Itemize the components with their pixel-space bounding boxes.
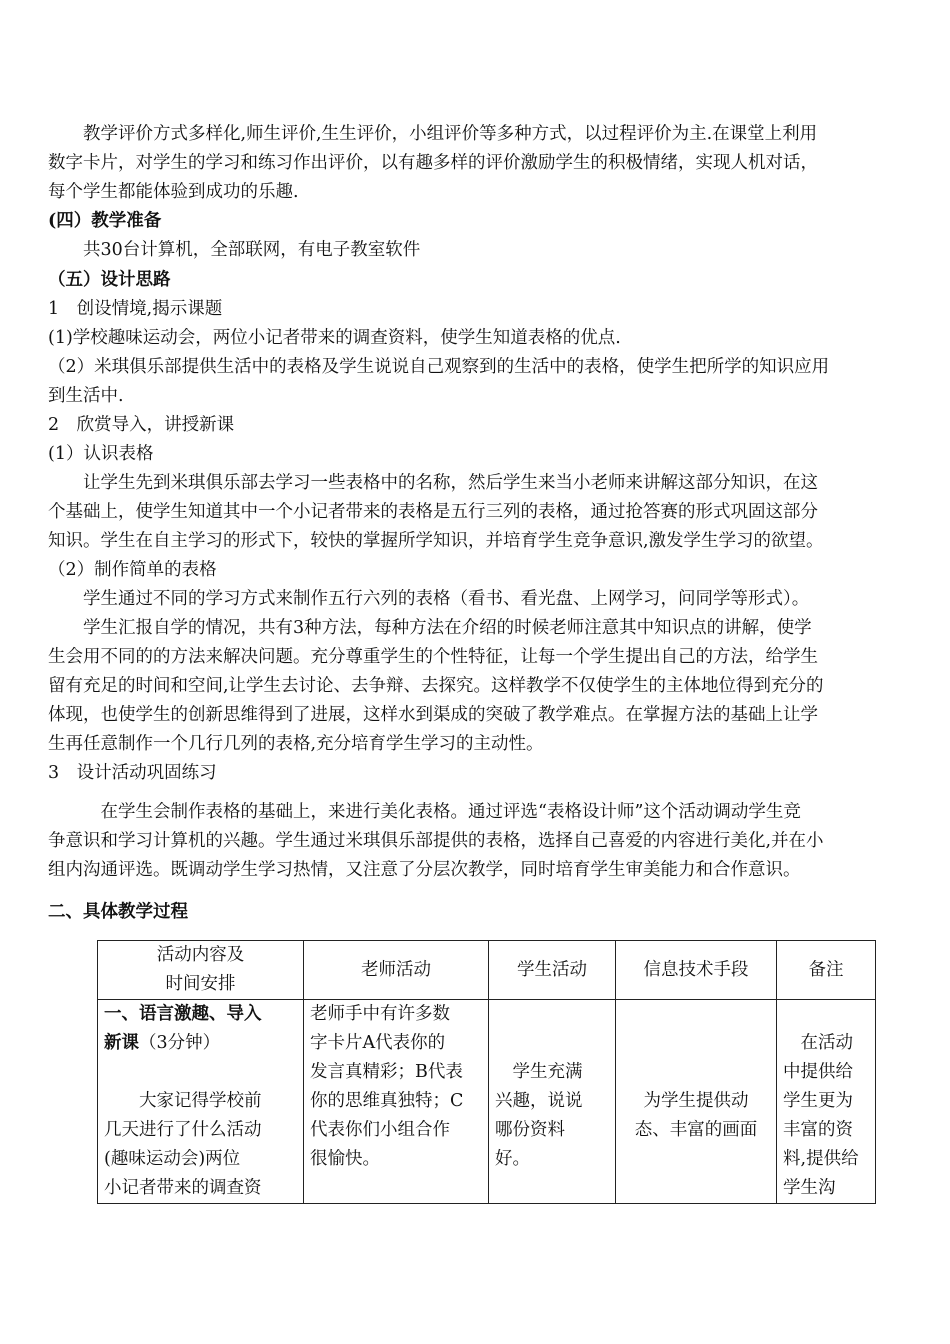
header-activity-line1: 活动内容及 [156,945,245,965]
paragraph-line: 组内沟通评选。既调动学生学习热情，又注意了分层次教学，同时培育学生审美能力和合作意识。 [48,860,801,880]
teacher-text-line: 发言真精彩；B代表 [310,1062,463,1082]
paragraph-line: 2 欣赏导入，讲授新课 [48,415,235,435]
cell-it-means [616,1000,777,1204]
paragraph-line: (1）认识表格 [48,444,154,464]
notes-text-line: 学生沟 [783,1178,836,1198]
paragraph-line: 生会用不同的的方法来解决问题。充分尊重学生的个性特征，让每一个学生提出自己的方法，给学生 [48,647,818,667]
header-student-activity: 学生活动 [489,941,616,1000]
paragraph-line: 每个学生都能体验到成功的乐趣. [48,182,299,202]
teacher-text-line: 很愉快。 [310,1149,380,1169]
paragraph-line: 体现，也使学生的创新思维得到了进展，这样水到渠成的突破了教学难点。在掌握方法的基础上让学 [48,705,818,725]
paragraph-line: 知识。学生在自主学习的形式下，较快的掌握所学知识，并培育学生竞争意识,激发学生学习的欲望。 [48,531,824,551]
header-activity-line2: 时间安排 [165,974,236,994]
spacer-line [495,1000,609,1029]
paragraph-line: （2）米琪俱乐部提供生活中的表格及学生说说自己观察到的生活中的表格，使学生把所学的知识应用 [48,357,830,377]
teacher-text-line: 字卡片A代表你的 [310,1033,446,1053]
teacher-text-line: 你的思维真独特；C [310,1091,464,1111]
cell-student-activity [489,1000,616,1204]
teacher-text-line: 老师手中有许多数 [310,1004,450,1024]
table-row [98,1000,876,1204]
student-text-line: 学生充满 [495,1062,583,1082]
spacer-line [622,1058,770,1087]
cell-activity-content [98,1000,304,1204]
paragraph-line: 争意识和学习计算机的兴趣。学生通过米琪俱乐部提供的表格，选择自己喜爱的内容进行美化,并在小 [48,831,824,851]
table-header-row [98,941,876,1000]
paragraph-line: 1 创设情境,揭示课题 [48,299,223,319]
activity-duration: （3分钟） [139,1033,221,1053]
student-text-line: 兴趣，说说 [495,1091,583,1111]
paragraph-line: （2）制作简单的表格 [48,560,217,580]
notes-text-line: 料,提供给 [783,1149,859,1169]
cell-teacher-activity [304,1000,489,1204]
student-text-line: 好。 [495,1149,530,1169]
paragraph-line: 学生通过不同的学习方式来制作五行六列的表格（看书、看光盘、上网学习，问同学等形式）。 [48,589,810,609]
activity-text-line: (趣味运动会)两位 [104,1149,241,1169]
header-it-means: 信息技术手段 [616,941,777,1000]
it-text-line: 态、丰富的画面 [634,1120,758,1140]
spacer-line [622,1000,770,1029]
activity-text-line: 大家记得学校前 [104,1091,262,1111]
activity-title-bold: 新课 [104,1033,139,1053]
section-heading: 二、具体教学过程 [48,902,188,922]
paragraph-line: 到生活中. [48,386,124,406]
spacer-line [104,1058,297,1087]
paragraph-line: 教学评价方式多样化,师生评价,生生评价，小组评价等多种方式，以过程评价为主.在课堂上利用 [48,124,818,144]
paragraph-line: 数字卡片，对学生的学习和练习作出评价，以有趣多样的评价激励学生的积极情绪，实现人机对话， [48,153,818,173]
header-notes: 备注 [777,941,876,1000]
paragraph-line: 留有充足的时间和空间,让学生去讨论、去争辩、去探究。这样教学不仅使学生的主体地位得到充分的 [48,676,824,696]
paragraph-line: (1)学校趣味运动会，两位小记者带来的调查资料，使学生知道表格的优点. [48,328,621,348]
section-heading: （五）设计思路 [48,270,171,290]
spacer-line [783,1000,869,1029]
notes-text-line: 学生更为 [783,1091,853,1111]
paragraph-line: 3 设计活动巩固练习 [48,763,217,783]
paragraph-line: 学生汇报自学的情况，共有3种方法，每种方法在介绍的时候老师注意其中知识点的讲解，使学 [48,618,812,638]
cell-notes [777,1000,876,1204]
header-activity-time [98,941,304,1000]
activity-title-line2 [104,1029,297,1058]
paragraph-line: 生再任意制作一个几行几列的表格,充分培育学生学习的主动性。 [48,734,544,754]
header-teacher-activity: 老师活动 [304,941,489,1000]
notes-text-line: 中提供给 [783,1062,853,1082]
activity-text-line: 小记者带来的调查资 [104,1178,262,1198]
paragraph-line: 个基础上，使学生知道其中一个小记者带来的表格是五行三列的表格，通过抢答赛的形式巩固这部分 [48,502,818,522]
notes-text-line: 丰富的资 [783,1120,853,1140]
it-text-line: 为学生提供动 [643,1091,749,1111]
activity-title: 一、语言激趣、导入 [104,1004,262,1024]
paragraph-line: 让学生先到米琪俱乐部去学习一些表格中的名称，然后学生来当小老师来讲解这部分知识，在这 [48,473,818,493]
section-heading: (四）教学准备 [48,211,162,231]
teaching-process-table [97,940,876,1204]
notes-text-line: 在活动 [783,1033,853,1053]
paragraph-line: 共30台计算机，全部联网，有电子教室软件 [48,240,421,260]
spacer-line [495,1029,609,1058]
student-text-line: 哪份资料 [495,1120,565,1140]
spacer-line [622,1029,770,1058]
activity-text-line: 几天进行了什么活动 [104,1120,262,1140]
teacher-text-line: 代表你们小组合作 [310,1120,450,1140]
paragraph-line: 在学生会制作表格的基础上，来进行美化表格。通过评选“表格设计师”这个活动调动学生竞 [48,802,801,822]
